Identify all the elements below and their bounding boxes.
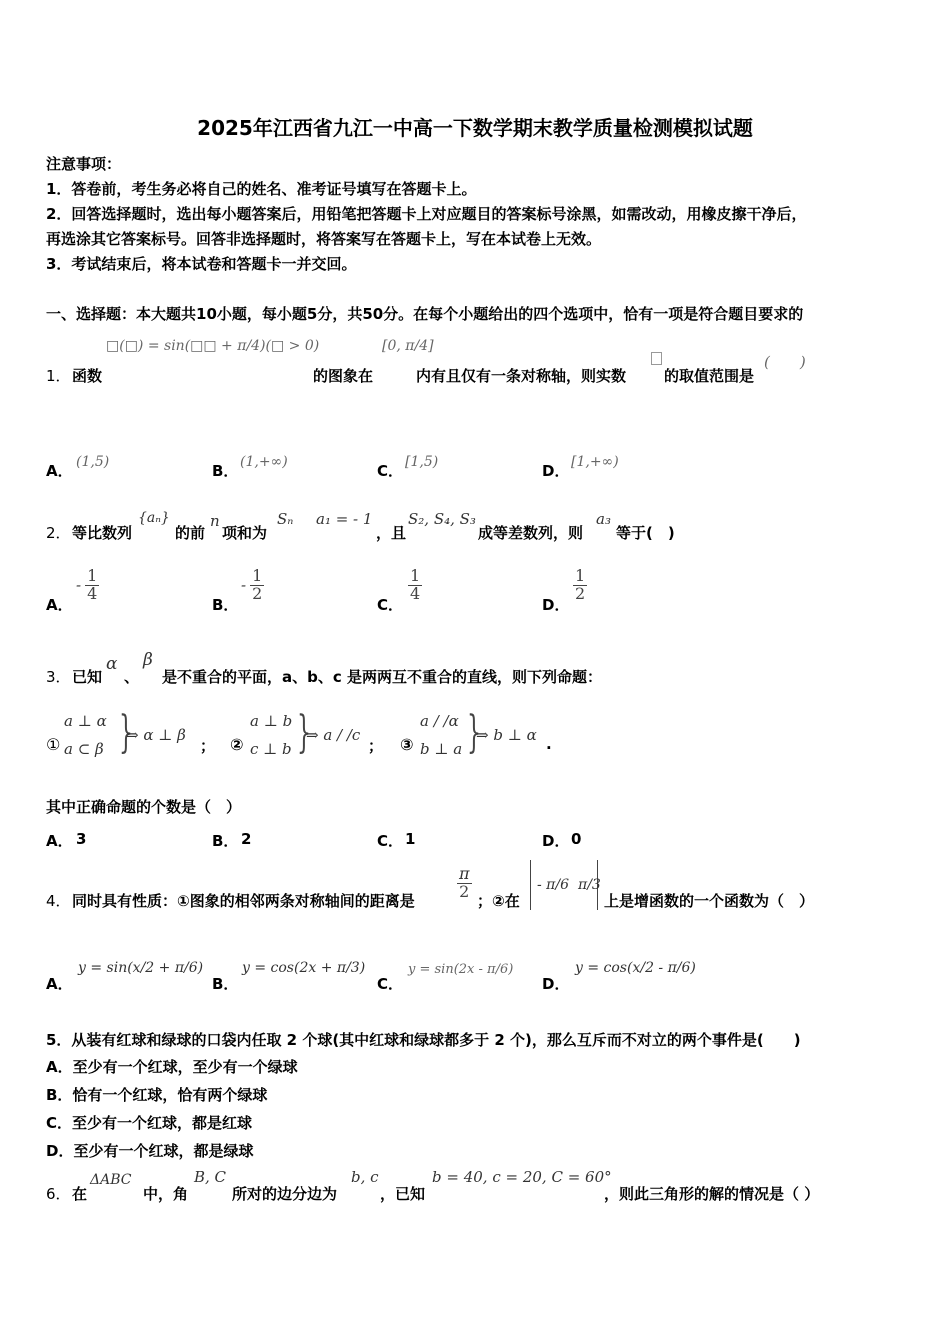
- q1-text: 的取值范围是: [664, 367, 755, 385]
- question-number: 3．: [46, 668, 71, 686]
- sign: -: [241, 576, 247, 595]
- notice-heading: 注意事项：: [46, 155, 122, 173]
- option-value: 2: [241, 830, 252, 848]
- section-heading: 一、选择题：本大题共10小题，每小题5分，共50分。在每个小题给出的四个选项中，恰有一项是符合题目要求的: [46, 305, 804, 323]
- option-label: B．: [212, 832, 239, 850]
- option-value: y = cos(x/2 - π/6): [575, 960, 696, 976]
- option-label: C．: [377, 975, 404, 993]
- option-value: y = cos(2x + π/3): [242, 960, 366, 976]
- q2-math: Sₙ: [277, 510, 294, 528]
- q6-text: ，已知: [380, 1185, 426, 1203]
- right-brace-icon: }: [467, 707, 481, 758]
- option-label: D．: [542, 462, 570, 480]
- prop-line: a ⊥ α: [64, 712, 107, 730]
- q3-math: α: [106, 654, 118, 674]
- q6-math: b = 40, c = 20, C = 60°: [432, 1168, 612, 1186]
- frac-den: 2: [459, 881, 470, 901]
- q6-math: ΔABC: [90, 1172, 132, 1188]
- option-value: y = sin(x/2 + π/6): [78, 960, 204, 976]
- notice-item: 3．考试结束后，将本试卷和答题卡一并交回。: [46, 255, 357, 273]
- q2-text: 的前: [175, 524, 206, 542]
- q4-text: 上是增函数的一个函数为（ ）: [604, 892, 815, 910]
- q3-math: β: [143, 650, 153, 670]
- placeholder-box: [651, 352, 662, 365]
- q6-text: 在: [72, 1185, 88, 1203]
- q3-text: 、: [124, 668, 140, 686]
- prop-concl: ⇒ a / /c: [306, 726, 361, 744]
- right-brace-icon: }: [297, 707, 311, 758]
- q1-text: 函数: [72, 367, 103, 385]
- right-brace-icon: }: [119, 707, 133, 758]
- q5-stem: 5．从装有红球和绿球的口袋内任取 2 个球(其中红球和绿球都多于 2 个)，那么互斥而不对立的两个事件是( ): [46, 1031, 801, 1049]
- option-label: D．: [542, 975, 570, 993]
- prop-mark: ③: [400, 735, 414, 754]
- option-value: (1,5): [76, 454, 110, 470]
- option-value: [573, 568, 587, 603]
- option-value: [241, 568, 264, 603]
- q2-text: 成等差数列，则: [478, 524, 584, 542]
- notice-item: 再选涂其它答案标号。回答非选择题时，将答案写在答题卡上，写在本试卷上无效。: [46, 230, 602, 248]
- option-item: B．恰有一个红球，恰有两个绿球: [46, 1086, 268, 1104]
- q6-math: B, C: [194, 1168, 227, 1186]
- prop-mark: ②: [230, 735, 244, 754]
- option-label: A．: [46, 462, 73, 480]
- option-value: [1,5): [405, 454, 439, 470]
- prop-end: .: [546, 735, 552, 753]
- q4-frac: [457, 866, 472, 901]
- prop-line: a ⊥ b: [250, 712, 293, 730]
- q4-text: ；②在: [477, 892, 520, 910]
- frac-den: 2: [252, 583, 263, 603]
- frac-den: 4: [410, 583, 421, 603]
- option-value: [1,+∞): [571, 454, 619, 470]
- q1-text: 内有且仅有一条对称轴，则实数: [416, 367, 627, 385]
- prop-line: a ⊂ β: [64, 740, 104, 758]
- question-number: 2．: [46, 524, 71, 542]
- prop-mark: ①: [46, 735, 61, 754]
- option-value: y = sin(2x - π/6): [408, 962, 514, 977]
- question-number: 4．: [46, 892, 71, 910]
- notice-item: 1．答卷前，考生务必将自己的姓名、准考证号填写在答题卡上。: [46, 180, 477, 198]
- frac-num: 1: [87, 566, 98, 585]
- q3-ask: 其中正确命题的个数是（ ）: [46, 798, 242, 816]
- option-value: 0: [571, 830, 582, 848]
- frac-num: π: [459, 864, 470, 883]
- q6-text: 中，角: [143, 1185, 189, 1203]
- option-label: D．: [542, 832, 570, 850]
- option-item: A．至少有一个红球，至少有一个绿球: [46, 1058, 298, 1076]
- option-value: 3: [76, 830, 87, 848]
- option-label: C．: [377, 462, 404, 480]
- prop-line: b ⊥ a: [420, 740, 463, 758]
- prop-end: ；: [200, 737, 216, 755]
- q2-text: 项和为: [222, 524, 268, 542]
- q2-math: S₂, S₄, S₃: [408, 510, 476, 528]
- prop-concl: ⇒ α ⊥ β: [126, 726, 186, 744]
- prop-line: a / /α: [420, 712, 459, 730]
- option-value: [76, 568, 99, 603]
- option-label: A．: [46, 832, 73, 850]
- q2-math: n: [210, 512, 220, 530]
- question-number: 6．: [46, 1185, 71, 1203]
- frac-num: 1: [252, 566, 263, 585]
- option-value: [408, 568, 422, 603]
- option-item: D．至少有一个红球，都是绿球: [46, 1142, 254, 1160]
- q2-math: {aₙ}: [138, 510, 170, 526]
- interval-right: π/3: [578, 877, 601, 893]
- option-value: (1,+∞): [240, 454, 288, 470]
- q2-text: 等比数列: [72, 524, 133, 542]
- prop-concl: ⇒ b ⊥ α: [476, 726, 537, 744]
- option-label: A．: [46, 596, 73, 614]
- sign: -: [76, 576, 82, 595]
- frac-den: 2: [575, 583, 586, 603]
- frac-den: 4: [87, 583, 98, 603]
- option-label: C．: [377, 596, 404, 614]
- q2-text: ，且: [376, 524, 407, 542]
- prop-line: c ⊥ b: [250, 740, 292, 758]
- option-label: D．: [542, 596, 570, 614]
- option-label: B．: [212, 596, 239, 614]
- option-value: 1: [405, 830, 416, 848]
- q6-math: b, c: [351, 1168, 379, 1186]
- interval-left: - π/6: [537, 877, 570, 893]
- option-label: B．: [212, 462, 239, 480]
- q1-text: 的图象在: [313, 367, 374, 385]
- q6-text: ，则此三角形的解的情况是（ ）: [604, 1185, 820, 1203]
- q3-text: 是不重合的平面，a、b、c 是两两互不重合的直线，则下列命题：: [162, 668, 602, 686]
- option-item: C．至少有一个红球，都是红球: [46, 1114, 253, 1132]
- q2-math: a₁ = - 1: [316, 510, 373, 528]
- page-title: 2025年江西省九江一中高一下数学期末教学质量检测模拟试题: [197, 116, 753, 140]
- q4-text: 同时具有性质：①图象的相邻两条对称轴间的距离是: [72, 892, 415, 910]
- q6-text: 所对的边分边为: [232, 1185, 338, 1203]
- q2-text: 等于( ): [616, 524, 675, 542]
- question-number: 1．: [46, 367, 71, 385]
- option-label: C．: [377, 832, 404, 850]
- option-label: B．: [212, 975, 239, 993]
- q3-text: 已知: [72, 668, 103, 686]
- q1-formula: □(□) = sin(□□ + π/4)(□ > 0): [106, 338, 320, 354]
- q1-interval: [0, π/4]: [382, 338, 434, 354]
- answer-paren: ( ): [764, 353, 806, 371]
- notice-item: 2．回答选择题时，选出每小题答案后，用铅笔把答题卡上对应题目的答案标号涂黑，如需改动，用橡皮擦干净后，: [46, 205, 807, 223]
- option-label: A．: [46, 975, 73, 993]
- q2-math: a₃: [596, 510, 611, 528]
- frac-num: 1: [575, 566, 586, 585]
- frac-num: 1: [410, 566, 421, 585]
- prop-end: ；: [368, 737, 384, 755]
